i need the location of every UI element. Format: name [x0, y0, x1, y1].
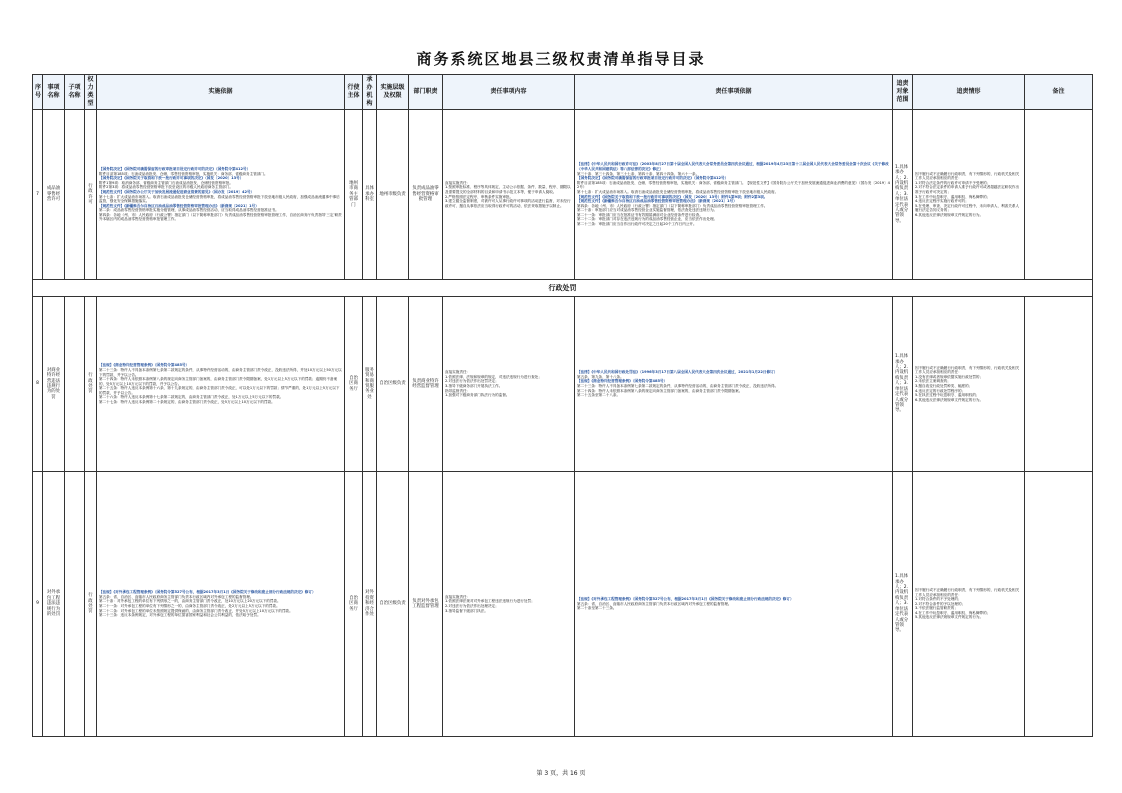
text-line: 3.在工作中玩忽职守、滥用职权、徇私舞弊的；: [915, 194, 991, 199]
header-duty-content: 责任事项内容: [443, 75, 575, 110]
text-line: 3.指导下级商务部门开展执法工作。: [445, 384, 503, 388]
header-sub-name: 子项名称: [65, 75, 85, 110]
text-line: 1.按照审批标准、程序等具体规定，主动公示依据、条件、数量、程序、期限以及需要提交的全部材料的目录和申请书示范文本等，便于申请人阅取。: [445, 185, 571, 194]
header-row: [33, 75, 1093, 110]
cell-situation: [913, 110, 1025, 280]
text-lines: [577, 597, 890, 611]
text-line: 第二十条：审批部门应当对成品油零售经营企业实施监督管理，依法查处违法违规行为。: [577, 208, 718, 213]
text-line: 【国务院决定】《国务院对确需保留的行政审批项目设定行政许可的决定》（国务院令第412号）: [577, 176, 729, 181]
text-lines: [445, 370, 572, 398]
text-line: 第三十条、第三十四条、第三十七条、第四十条、第四十四条、第六十一条。: [577, 171, 700, 176]
text-line: 3.指导监督下级部门执法。: [445, 608, 488, 613]
cell-org: 服务贸易和商贸服务业处: [363, 297, 377, 472]
header-level: 实施层级及权限: [377, 75, 409, 110]
cell-sub-name: [65, 472, 85, 737]
text-line: 6.其他违反法律法规规章文件规定的行为。: [915, 212, 984, 217]
header-dept-duty: 部门职责: [409, 75, 443, 110]
table-row: [33, 297, 1093, 472]
header-note: 备注: [1025, 75, 1093, 110]
cell-duty-basis: [575, 297, 893, 472]
text-line: 第四条：各地（州、市）人民政府（行政公署）指定部门（以下简称审批部门）负责成品油零售经营资格审批管理工作，自治区商务厅负责指导'三定'职责外本辖区内的成品油零售经营资格审批管理工作。: [99, 212, 342, 222]
text-line: 第十七条：扩大成品油市场准入。取消石油成品油批发仓储经营资格审批，将成品油零售经营资格审批下放至地市级人民政府，加强成品油流通事中事后监管，强化安全保障措施落实。: [99, 194, 340, 204]
cell-duty-content: [443, 110, 575, 280]
text-line: 4.在工作中玩忽职守、滥用职权、徇私舞弊的；: [915, 610, 991, 615]
text-line: 直接实施责任：: [445, 370, 471, 375]
text-line: 因不履行或不正确履行行政职责，有下列情形的，行政机关及相关工作人员应承担相应的责任：: [915, 587, 1020, 597]
cell-duty-content: [443, 297, 575, 472]
cell-sub-name: [65, 297, 85, 472]
cell-duty-basis: [575, 472, 893, 737]
cell-sub-name: [65, 110, 85, 280]
text-line: 1.对符合法定条件的行政许可申请不予受理的；: [915, 180, 991, 185]
text-line: 【法规】《对外承包工程管理条例》（国务院令第527号公布，根据2017年3月1日《国务院关于修改和废止部分行政法规的决定》修订）: [99, 590, 316, 595]
text-line: 第二十一条：审批部门应当在批准证书有效期届满前对企业经营条件进行检查。: [577, 212, 703, 217]
text-line: 第二十三条：特许人不具备本条例第七条第二款规定的条件，从事特许经营活动的，由商务主管部门责令改正，没收违法所得，并处10万元以上50万元以下的罚款，并予以公告。: [99, 367, 342, 377]
text-line: 指导监督责任：: [445, 388, 471, 393]
cell-power-type: 行政许可: [85, 110, 97, 280]
cell-note: [1025, 472, 1093, 737]
page-title: 商务系统区地县三级权责清单指导目录: [416, 50, 706, 68]
cell-power-type: 行政处罚: [85, 472, 97, 737]
text-line: 6.其他违反法律法规规章文件规定的行为。: [915, 397, 984, 402]
text-lines: [577, 162, 890, 226]
table-row: [33, 472, 1093, 737]
text-line: 5.在执法过程中玩忽职守、滥用职权的；: [915, 393, 980, 398]
text-line: 第二十一条：对外承包工程的单位有下列情形之一的，由商务主管部门责令改正，处2万元以上5万元以下的罚款。: [99, 604, 280, 608]
text-lines: [915, 366, 1022, 403]
text-line: 2.对违法行为依法作出处理决定；: [445, 604, 499, 608]
cell-level: 自治区级负责: [377, 472, 409, 737]
header-scope: 追责对象范围: [893, 75, 913, 110]
text-line: 直接实施责任：: [445, 180, 471, 185]
text-lines: [99, 167, 342, 222]
text-line: 2.对不符合条件的予以处理的；: [915, 601, 966, 606]
text-line: 第二十七条：特许人违反本条例第二十条规定的，由商务主管部门责令改正，处5万元以上10万元以下的罚款。: [99, 400, 275, 405]
cell-subject: 自治区商务厅: [345, 472, 363, 737]
text-line: 第二十条：对外承包工程的单位有下列情形之一的，由商务主管部门责令改正，处10万元以上20万元以下的罚款。: [99, 599, 281, 604]
text-line: 【法规】《商业特许经营管理条例》（国务院令第485号）: [99, 363, 190, 368]
header-situation: 追责情形: [913, 75, 1025, 110]
cell-item-name: 成品油零售经营许可: [43, 110, 65, 280]
cell-seq: 7: [33, 110, 43, 280]
page-footer: 第 3 页，共 16 页: [536, 770, 586, 777]
text-line: 【规范性文件】《新疆维吾尔自治区石油成品油零售经营资格审批管理办法》（新商规〔2021〕1号）: [99, 203, 259, 208]
text-line: 2.严格按照法定程序、审核条件实施审批。: [445, 194, 514, 199]
text-line: 2.对违法行为依法作出处罚决定；: [445, 379, 499, 384]
cell-basis: [97, 110, 345, 280]
text-line: 第二十三条：特许人不具备本条例第七条第二款规定的条件，从事特许经营活动的，由商务主管部门责令改正，没收违法所得。: [577, 384, 779, 388]
text-line: 第二十四条：特许人未依照本条例第八条的规定向商务主管部门备案的，由商务主管部门责令限期备案。: [577, 388, 743, 393]
text-line: 第二十四条：特许人未依照本条例第八条的规定向商务主管部门备案的，由商务主管部门责令限期备案，处1万元以上5万元以下的罚款；逾期仍不备案的，处5万元以上10万元以下的罚款，并予以公告。: [99, 377, 338, 386]
text-line: 因不履行或不正确履行行政职责，有下列情形的，行政机关及相关工作人员应承担相应的责任：: [915, 365, 1020, 375]
section-row: [33, 280, 1093, 297]
cell-situation: [913, 297, 1025, 472]
cell-dept-duty: 负责商业特许经营监督管理: [409, 297, 443, 472]
header-duty-basis: 责任事项依据: [575, 75, 893, 110]
text-line: 【法规】《商业特许经营管理条例》（国务院令第485号）: [577, 379, 668, 384]
cell-scope: 1.具体承办人；2.内设机构负责人；3.单位法定代表人或分管领导。: [893, 297, 913, 472]
cell-item-name: 对商业特许经营违法违规行为的处罚: [43, 297, 65, 472]
responsibility-table: [32, 74, 1093, 737]
text-line: 4.违反法定的行政处罚程序的；: [915, 388, 966, 393]
cell-item-name: 对外承包工程违法违规行为的处罚: [43, 472, 65, 737]
text-line: 第四条：各地（州、市）人民政府（行政公署）指定部门（以下简称审批部门）负责成品油零售经营资格审批管理工作。: [577, 203, 768, 208]
text-line: 第二十六条：特许人违反本条例第十七条第二款规定的，由商务主管部门责令改正，处1万元以上5万元以下的罚款。: [99, 395, 284, 400]
text-line: 3.建立健全监督制度，对被许可人从事行政许可事项的活动进行监督，对未经行政许可、擅自从事依法应当取得行政许可的活动，依法采取措施予以制止。: [445, 199, 571, 208]
text-line: 【法规】《对外承包工程管理条例》（国务院令第527号公布，根据2017年3月1日《国务院关于修改和废止部分行政法规的决定》修订）: [577, 597, 794, 602]
cell-situation: [913, 472, 1025, 737]
text-line: 附件2第3项：将成品油零售经营资格审批下放至设区的市级人民政府商务主管部门。: [99, 185, 233, 190]
cell-level: 自治区级负责: [377, 297, 409, 472]
text-line: 【规范性文件】《国务院办公厅关于加快发展流通促进商业消费的意见》（国办发〔2019〕42号）: [99, 189, 255, 194]
text-line: 第五条、第九条、第十八条。: [577, 374, 624, 379]
cell-seq: 8: [33, 297, 43, 472]
text-line: 【规范性文件】《国务院关于取消和下放一批行政许可事项的决定》（国发〔2020〕13号）附件1第9项；附件2第3项。: [577, 194, 768, 199]
text-line: 第二条：成品油零售经营资格审批实施分级管理，从事成品油零售经营活动，应当取得成品油零售经营批准证书。: [99, 208, 279, 213]
cell-subject: 地州市商务主管部门: [345, 110, 363, 280]
text-line: 1.对符合条件的不予处理的；: [915, 597, 962, 602]
text-line: 1.依照法律法规对对外承包工程违法违规行为进行处罚；: [445, 599, 535, 604]
section-label: 行政处罚: [33, 280, 1093, 297]
text-line: 第十七条：扩大成品油市场准入。取消石油成品油批发仓储经营资格审批，将成品油零售经营资格审批下放至地市级人民政府。: [577, 189, 779, 194]
text-line: 第二十二条：审批部门对存在违法违规行为的成品油零售经营企业，应当依法作出处理。: [577, 217, 718, 222]
cell-duty-content: [443, 472, 575, 737]
cell-seq: 9: [33, 472, 43, 737]
cell-duty-basis: [575, 110, 893, 280]
text-lines: [99, 363, 342, 404]
table-row: [33, 110, 1093, 280]
cell-basis: [97, 297, 345, 472]
cell-power-type: 行政处罚: [85, 297, 97, 472]
text-line: 【国务院决定】《国务院对确需保留的行政审批项目设定行政许可的决定》（国务院令第412号）: [99, 166, 251, 171]
cell-subject: 自治区商务厅: [345, 297, 363, 472]
header-item-name: 事项名称: [43, 75, 65, 110]
text-line: 1.加强对下级商务部门执法行为的监督。: [445, 393, 510, 398]
text-lines: [445, 595, 572, 613]
text-line: 【国务院决定】《国务院关于取消和下放一批行政许可事项的决定》（国发〔2020〕13号）: [99, 176, 244, 181]
text-line: 第二十三条：违反本条例规定，对外承包工程的单位损害国家利益和社会公共利益的，依法给予处罚。: [99, 613, 261, 618]
text-line: 5.在受理、审查、决定行政许可过程中，未向申请人、利害关系人履行法定告知义务的；: [915, 203, 1020, 213]
text-line: 第二十三条：审批部门应当自作出行政许可决定之日起20个工作日内公开。: [577, 222, 697, 227]
cell-scope: 1.具体承办人；2.内设机构负责人；3.单位法定代表人或分管领导。: [893, 472, 913, 737]
text-line: 3.不依法履行监管职责的；: [915, 606, 958, 611]
text-line: 1.依照法律、法规和规章的规定，对违法违规行为进行查处；: [445, 374, 542, 379]
text-line: 附件目录第185项：石油成品油批发、仓储、零售经营资格审批，实施机关：商务部，省级商务主管部门。【规范性文件】《国务院办公厅关于加快发展流通促进商业消费的意见》（国办发〔2019〕42号）: [577, 180, 890, 190]
text-line: 5.其他违反法律法规规章文件规定的行为。: [915, 615, 984, 620]
text-lines: [915, 588, 1022, 620]
text-line: 附件目录第185项：石油成品油批发、仓储、零售经营资格审批，实施机关：商务部，省级商务主管部门。: [99, 171, 268, 176]
text-line: 直接实施责任：: [445, 594, 471, 599]
text-lines: [445, 181, 572, 209]
cell-dept-duty: 负责成品油零售经营资格审批管理: [409, 110, 443, 280]
text-line: 第五条：省、自治区、直辖市人民政府商务主管部门负责本行政区域内对外承包工程的监督管理。: [577, 601, 732, 606]
header-power-type: 权力类型: [85, 75, 97, 110]
text-line: 因不履行或不正确履行行政职责，有下列情形的，行政机关及相关工作人员应承担相应的责任：: [915, 171, 1020, 181]
cell-scope: 1.具体承办人；2.内设机构负责人；3.单位法定代表人或分管领导。: [893, 110, 913, 280]
text-line: 第二十五条：特许人违反本条例第十六条、第十九条规定的，由商务主管部门责令改正，可以处1万元以下的罚款；情节严重的，处1万元以上5万元以下的罚款，并予以公告。: [99, 386, 340, 395]
text-line: 3.擅自改变行政处罚种类、幅度的；: [915, 384, 973, 388]
cell-basis: [97, 472, 345, 737]
cell-note: [1025, 110, 1093, 280]
text-line: 1.没有法律或者规章依据实施行政处罚的；: [915, 374, 984, 379]
text-line: 2.对不符合法定条件的申请人准予行政许可或者超越法定职权作出准予行政许可决定的；: [915, 185, 1020, 194]
text-lines: [99, 590, 342, 618]
header-basis: 实施依据: [97, 75, 345, 110]
text-line: 2.未依法立案调查的；: [915, 379, 951, 384]
header-seq: 序号: [33, 75, 43, 110]
cell-level: 地州市级负责: [377, 110, 409, 280]
text-lines: [915, 172, 1022, 218]
cell-org: 对外投资和经济合作处: [363, 472, 377, 737]
text-lines: [577, 370, 890, 398]
text-line: 【规范性文件】《新疆维吾尔自治区石油成品油零售经营资格审批管理办法》（新商规〔2021〕1号）: [577, 199, 737, 204]
text-line: 第二十二条：对外承包工程的单位未按照规定提供保函的，由商务主管部门责令改正，并处5万元以上10万元以下的罚款。: [99, 608, 293, 613]
text-line: 【法律】《中华人民共和国行政处罚法》（1996年3月17日第八届全国人民代表大会第四次会议通过，2021年1月22日修订）: [577, 370, 778, 375]
header-subject: 行使主体: [345, 75, 363, 110]
cell-note: [1025, 297, 1093, 472]
cell-dept-duty: 负责对外承包工程监督管理: [409, 472, 443, 737]
text-line: 第二十条至第二十三条。: [577, 606, 617, 611]
cell-org: 具体承办科室: [363, 110, 377, 280]
header-org: 承办机构: [363, 75, 377, 110]
text-line: 【法律】《中华人民共和国行政许可法》（2003年8月27日第十届全国人民代表大会常务委员会第四次会议通过，根据2019年4月23日第十三届全国人民代表大会常务委员会第十次会议《关于修改〈中华人民共和国建筑法〉等八部法律的决定》修正）: [577, 162, 889, 171]
text-line: 第二十五条至第二十八条。: [577, 393, 621, 398]
text-line: 附件1第9项：取消商务部、省级商务主管部门石油成品油批发、仓储经营资格审批。: [99, 180, 233, 185]
text-line: 4.违反法定程序实施行政许可的；: [915, 199, 969, 204]
text-line: 第五条：省、自治区、直辖市人民政府商务主管部门负责本行政区域内对外承包工程的监督管理。: [99, 594, 254, 599]
